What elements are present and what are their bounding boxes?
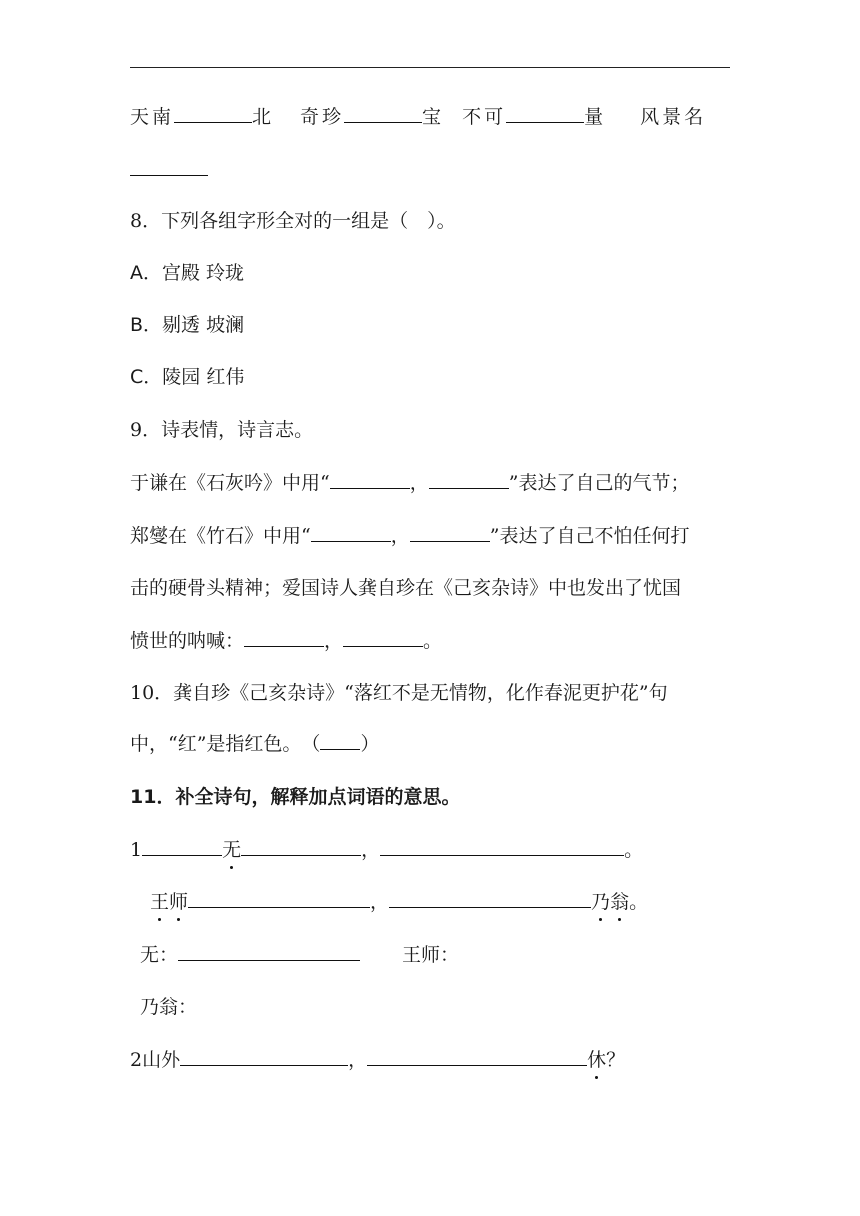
question-mark: ？: [606, 1049, 626, 1071]
q9-blank-6[interactable]: [343, 628, 423, 647]
q9-blank-1[interactable]: [330, 470, 410, 489]
q7-text-7: 风景名: [640, 106, 707, 128]
comma: ，: [348, 1049, 368, 1071]
dotted-word: 师: [169, 891, 189, 913]
header-rule: [130, 67, 730, 68]
q10-text: 中，“红”是指红色。 （: [130, 733, 321, 755]
dotted-word: 休: [587, 1049, 607, 1071]
q9-comma: ，: [324, 630, 344, 652]
q9-blank-5[interactable]: [244, 628, 324, 647]
q7-text-3: 奇珍: [300, 106, 345, 128]
q11-poem1-line1: [130, 837, 643, 863]
q10-answer-blank[interactable]: [320, 731, 360, 750]
q11-blank-5[interactable]: [389, 889, 591, 908]
explain-label: 乃翁：: [140, 996, 198, 1018]
q7-blank-4[interactable]: [130, 157, 208, 176]
q10-line-2: [130, 731, 379, 757]
q11-stem: 11．补全诗句，解释加点词语的意思。: [130, 786, 461, 808]
poem-text: 山外: [142, 1049, 181, 1071]
option-letter: C．: [130, 366, 163, 388]
comma: ，: [361, 839, 381, 861]
q7-text-1: 天南: [130, 106, 175, 128]
q11-explain-row-1: [140, 942, 459, 968]
poem-number: 2: [130, 1049, 143, 1071]
q9-text: 愤世的呐喊：: [130, 630, 245, 652]
q7-text-2: 北: [252, 106, 275, 128]
q9-comma: ，: [409, 472, 429, 494]
q8-stem: 8．下列各组字形全对的一组是（ ）。: [130, 210, 456, 232]
option-text: 宫殿 玲珑: [162, 262, 245, 284]
q9-line-1: [130, 470, 689, 496]
q7-text-5: 不可: [462, 106, 507, 128]
q9-blank-2[interactable]: [429, 470, 509, 489]
q10-text: ）: [360, 733, 380, 755]
q8-option-c[interactable]: [130, 364, 244, 390]
q11-poem1-line2: [150, 889, 648, 915]
q11-blank-4[interactable]: [188, 889, 370, 908]
q11-blank-1[interactable]: [142, 837, 222, 856]
q9-text: 于谦在《石灰吟》中用“: [130, 472, 330, 494]
q9-blank-3[interactable]: [311, 523, 391, 542]
q7-blank-2[interactable]: [344, 104, 422, 123]
q9-line-4: [130, 628, 442, 654]
q7-idiom-line: [130, 104, 706, 130]
q11-poem2-line1: [130, 1047, 625, 1073]
q11-blank-3[interactable]: [380, 837, 624, 856]
q11-blank-7[interactable]: [367, 1047, 587, 1066]
q9-text: ”表达了自己不怕任何打: [489, 525, 690, 547]
option-text: 陵园 红伟: [162, 366, 245, 388]
q11-blank-6[interactable]: [180, 1047, 348, 1066]
period: 。: [624, 839, 644, 861]
dotted-word: 乃: [591, 891, 611, 913]
explain-label: 王师：: [402, 944, 460, 966]
option-letter: A．: [130, 262, 162, 284]
q9-comma: ，: [390, 525, 410, 547]
q9-text: 郑燮在《竹石》中用“: [130, 525, 311, 547]
q9-line-3: 击的硬骨头精神；爱国诗人龚自珍在《己亥杂诗》中也发出了忧国: [130, 577, 682, 599]
q9-blank-4[interactable]: [410, 523, 490, 542]
q7-text-4: 宝: [422, 106, 445, 128]
q8-option-b[interactable]: [130, 312, 244, 338]
q7-idiom-line-2: [130, 157, 208, 183]
dotted-word: 翁: [610, 891, 630, 913]
q7-text-6: 量: [584, 106, 607, 128]
explain-label: 无：: [140, 944, 179, 966]
dotted-word: 王: [150, 891, 170, 913]
q11-explain-row-2: [140, 994, 197, 1020]
q9-stem: 9．诗表情，诗言志。: [130, 419, 314, 441]
q7-blank-3[interactable]: [506, 104, 584, 123]
q9-line-2: [130, 523, 689, 549]
q9-text: ”表达了自己的气节；: [508, 472, 690, 494]
q11-explain-blank-wu[interactable]: [178, 942, 360, 961]
comma: ，: [370, 891, 390, 913]
poem-number: 1: [130, 839, 143, 861]
q8-option-a[interactable]: [130, 260, 244, 286]
q7-blank-1[interactable]: [174, 104, 252, 123]
dotted-word: 无: [222, 839, 242, 861]
q9-text: 。: [423, 630, 443, 652]
period: 。: [629, 891, 649, 913]
option-text: 剔透 坡澜: [162, 314, 245, 336]
q10-line-1: 10．龚自珍《己亥杂诗》“落红不是无情物，化作春泥更护花”句: [130, 682, 668, 704]
option-letter: B．: [130, 314, 163, 336]
q11-blank-2[interactable]: [241, 837, 361, 856]
